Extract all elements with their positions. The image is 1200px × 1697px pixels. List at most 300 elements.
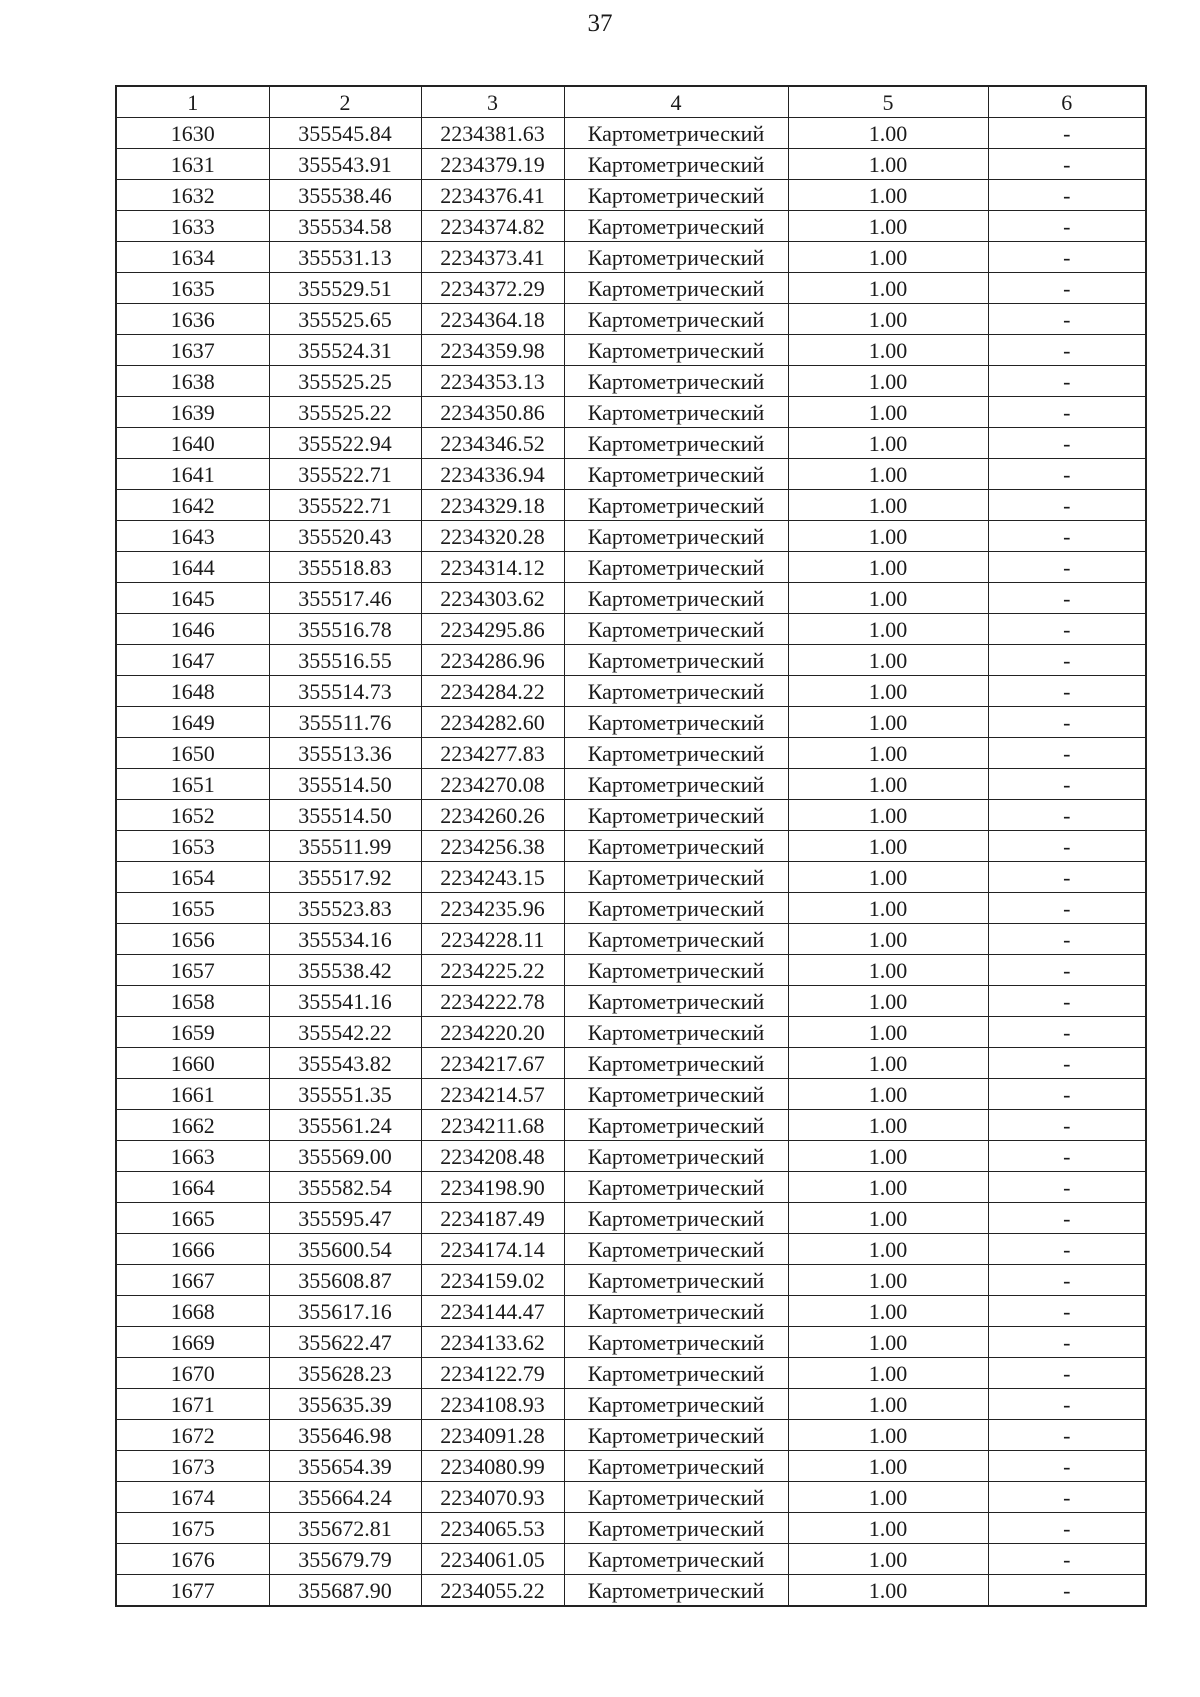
y-coordinate-cell: 2234243.15	[421, 862, 564, 893]
point-number-cell: 1669	[116, 1327, 269, 1358]
method-cell: Картометрический	[564, 428, 788, 459]
note-cell: -	[988, 893, 1146, 924]
point-number-cell: 1642	[116, 490, 269, 521]
method-cell: Картометрический	[564, 676, 788, 707]
table-row	[116, 1296, 1146, 1327]
accuracy-cell: 1.00	[788, 366, 988, 397]
point-number-cell: 1661	[116, 1079, 269, 1110]
note-cell: -	[988, 800, 1146, 831]
point-number-cell: 1641	[116, 459, 269, 490]
x-coordinate-cell: 355529.51	[269, 273, 421, 304]
method-cell: Картометрический	[564, 1110, 788, 1141]
point-number-cell: 1654	[116, 862, 269, 893]
accuracy-cell: 1.00	[788, 1110, 988, 1141]
y-coordinate-cell: 2234314.12	[421, 552, 564, 583]
point-number-cell: 1656	[116, 924, 269, 955]
accuracy-cell: 1.00	[788, 149, 988, 180]
note-cell: -	[988, 1141, 1146, 1172]
method-cell: Картометрический	[564, 335, 788, 366]
y-coordinate-cell: 2234329.18	[421, 490, 564, 521]
y-coordinate-cell: 2234220.20	[421, 1017, 564, 1048]
accuracy-cell: 1.00	[788, 1513, 988, 1544]
method-cell: Картометрический	[564, 1544, 788, 1575]
note-cell: -	[988, 769, 1146, 800]
point-number-cell: 1647	[116, 645, 269, 676]
table-row	[116, 955, 1146, 986]
x-coordinate-cell: 355514.50	[269, 800, 421, 831]
accuracy-cell: 1.00	[788, 800, 988, 831]
accuracy-cell: 1.00	[788, 583, 988, 614]
point-number-cell: 1636	[116, 304, 269, 335]
note-cell: -	[988, 1327, 1146, 1358]
method-cell: Картометрический	[564, 924, 788, 955]
table-row	[116, 986, 1146, 1017]
table-row	[116, 397, 1146, 428]
y-coordinate-cell: 2234376.41	[421, 180, 564, 211]
accuracy-cell: 1.00	[788, 335, 988, 366]
point-number-cell: 1633	[116, 211, 269, 242]
point-number-cell: 1637	[116, 335, 269, 366]
y-coordinate-cell: 2234091.28	[421, 1420, 564, 1451]
x-coordinate-cell: 355545.84	[269, 118, 421, 149]
accuracy-cell: 1.00	[788, 118, 988, 149]
y-coordinate-cell: 2234350.86	[421, 397, 564, 428]
x-coordinate-cell: 355595.47	[269, 1203, 421, 1234]
table-row	[116, 707, 1146, 738]
y-coordinate-cell: 2234222.78	[421, 986, 564, 1017]
x-coordinate-cell: 355514.50	[269, 769, 421, 800]
method-cell: Картометрический	[564, 242, 788, 273]
accuracy-cell: 1.00	[788, 1141, 988, 1172]
y-coordinate-cell: 2234381.63	[421, 118, 564, 149]
table-row	[116, 645, 1146, 676]
accuracy-cell: 1.00	[788, 1482, 988, 1513]
table-row	[116, 552, 1146, 583]
accuracy-cell: 1.00	[788, 1234, 988, 1265]
note-cell: -	[988, 1575, 1146, 1607]
table-row	[116, 1327, 1146, 1358]
note-cell: -	[988, 366, 1146, 397]
note-cell: -	[988, 1482, 1146, 1513]
x-coordinate-cell: 355522.71	[269, 490, 421, 521]
note-cell: -	[988, 397, 1146, 428]
note-cell: -	[988, 1110, 1146, 1141]
note-cell: -	[988, 1358, 1146, 1389]
point-number-cell: 1664	[116, 1172, 269, 1203]
point-number-cell: 1673	[116, 1451, 269, 1482]
method-cell: Картометрический	[564, 1482, 788, 1513]
note-cell: -	[988, 304, 1146, 335]
point-number-cell: 1672	[116, 1420, 269, 1451]
method-cell: Картометрический	[564, 459, 788, 490]
accuracy-cell: 1.00	[788, 1296, 988, 1327]
accuracy-cell: 1.00	[788, 521, 988, 552]
y-coordinate-cell: 2234187.49	[421, 1203, 564, 1234]
table-row	[116, 800, 1146, 831]
table-row	[116, 614, 1146, 645]
method-cell: Картометрический	[564, 1420, 788, 1451]
x-coordinate-cell: 355513.36	[269, 738, 421, 769]
y-coordinate-cell: 2234144.47	[421, 1296, 564, 1327]
note-cell: -	[988, 955, 1146, 986]
point-number-cell: 1639	[116, 397, 269, 428]
note-cell: -	[988, 1079, 1146, 1110]
point-number-cell: 1674	[116, 1482, 269, 1513]
note-cell: -	[988, 1296, 1146, 1327]
note-cell: -	[988, 1017, 1146, 1048]
accuracy-cell: 1.00	[788, 769, 988, 800]
table-row	[116, 490, 1146, 521]
note-cell: -	[988, 1234, 1146, 1265]
x-coordinate-cell: 355569.00	[269, 1141, 421, 1172]
accuracy-cell: 1.00	[788, 428, 988, 459]
method-cell: Картометрический	[564, 1265, 788, 1296]
y-coordinate-cell: 2234270.08	[421, 769, 564, 800]
y-coordinate-cell: 2234133.62	[421, 1327, 564, 1358]
y-coordinate-cell: 2234228.11	[421, 924, 564, 955]
method-cell: Картометрический	[564, 583, 788, 614]
y-coordinate-cell: 2234359.98	[421, 335, 564, 366]
point-number-cell: 1632	[116, 180, 269, 211]
y-coordinate-cell: 2234217.67	[421, 1048, 564, 1079]
method-cell: Картометрический	[564, 366, 788, 397]
accuracy-cell: 1.00	[788, 304, 988, 335]
x-coordinate-cell: 355517.92	[269, 862, 421, 893]
point-number-cell: 1648	[116, 676, 269, 707]
x-coordinate-cell: 355516.78	[269, 614, 421, 645]
table-row	[116, 831, 1146, 862]
accuracy-cell: 1.00	[788, 707, 988, 738]
note-cell: -	[988, 118, 1146, 149]
table-row	[116, 521, 1146, 552]
y-coordinate-cell: 2234373.41	[421, 242, 564, 273]
note-cell: -	[988, 1048, 1146, 1079]
y-coordinate-cell: 2234065.53	[421, 1513, 564, 1544]
method-cell: Картометрический	[564, 1575, 788, 1607]
y-coordinate-cell: 2234174.14	[421, 1234, 564, 1265]
y-coordinate-cell: 2234372.29	[421, 273, 564, 304]
note-cell: -	[988, 1544, 1146, 1575]
accuracy-cell: 1.00	[788, 1544, 988, 1575]
point-number-cell: 1631	[116, 149, 269, 180]
column-header-6: 6	[988, 86, 1146, 118]
x-coordinate-cell: 355534.16	[269, 924, 421, 955]
x-coordinate-cell: 355534.58	[269, 211, 421, 242]
x-coordinate-cell: 355687.90	[269, 1575, 421, 1607]
note-cell: -	[988, 1513, 1146, 1544]
x-coordinate-cell: 355646.98	[269, 1420, 421, 1451]
table-row	[116, 273, 1146, 304]
table-row	[116, 1234, 1146, 1265]
y-coordinate-cell: 2234225.22	[421, 955, 564, 986]
x-coordinate-cell: 355531.13	[269, 242, 421, 273]
x-coordinate-cell: 355617.16	[269, 1296, 421, 1327]
method-cell: Картометрический	[564, 1358, 788, 1389]
table-row	[116, 893, 1146, 924]
note-cell: -	[988, 862, 1146, 893]
y-coordinate-cell: 2234364.18	[421, 304, 564, 335]
note-cell: -	[988, 1265, 1146, 1296]
point-number-cell: 1645	[116, 583, 269, 614]
accuracy-cell: 1.00	[788, 490, 988, 521]
x-coordinate-cell: 355543.91	[269, 149, 421, 180]
y-coordinate-cell: 2234108.93	[421, 1389, 564, 1420]
x-coordinate-cell: 355525.22	[269, 397, 421, 428]
note-cell: -	[988, 924, 1146, 955]
column-header-5: 5	[788, 86, 988, 118]
method-cell: Картометрический	[564, 1234, 788, 1265]
note-cell: -	[988, 1203, 1146, 1234]
note-cell: -	[988, 583, 1146, 614]
point-number-cell: 1638	[116, 366, 269, 397]
method-cell: Картометрический	[564, 1017, 788, 1048]
column-header-3: 3	[421, 86, 564, 118]
point-number-cell: 1676	[116, 1544, 269, 1575]
table-row	[116, 1110, 1146, 1141]
note-cell: -	[988, 676, 1146, 707]
method-cell: Картометрический	[564, 1079, 788, 1110]
method-cell: Картометрический	[564, 893, 788, 924]
x-coordinate-cell: 355538.46	[269, 180, 421, 211]
accuracy-cell: 1.00	[788, 1048, 988, 1079]
table-row	[116, 1482, 1146, 1513]
note-cell: -	[988, 490, 1146, 521]
column-header-4: 4	[564, 86, 788, 118]
accuracy-cell: 1.00	[788, 1017, 988, 1048]
accuracy-cell: 1.00	[788, 676, 988, 707]
note-cell: -	[988, 552, 1146, 583]
note-cell: -	[988, 1172, 1146, 1203]
x-coordinate-cell: 355635.39	[269, 1389, 421, 1420]
note-cell: -	[988, 149, 1146, 180]
accuracy-cell: 1.00	[788, 211, 988, 242]
table-row	[116, 1172, 1146, 1203]
table-header	[116, 86, 1146, 118]
point-number-cell: 1675	[116, 1513, 269, 1544]
method-cell: Картометрический	[564, 614, 788, 645]
method-cell: Картометрический	[564, 645, 788, 676]
x-coordinate-cell: 355561.24	[269, 1110, 421, 1141]
method-cell: Картометрический	[564, 1513, 788, 1544]
point-number-cell: 1657	[116, 955, 269, 986]
table-row	[116, 1575, 1146, 1607]
x-coordinate-cell: 355524.31	[269, 335, 421, 366]
method-cell: Картометрический	[564, 862, 788, 893]
table-row	[116, 242, 1146, 273]
table-row	[116, 1544, 1146, 1575]
point-number-cell: 1668	[116, 1296, 269, 1327]
accuracy-cell: 1.00	[788, 831, 988, 862]
y-coordinate-cell: 2234320.28	[421, 521, 564, 552]
table-row	[116, 304, 1146, 335]
accuracy-cell: 1.00	[788, 1420, 988, 1451]
x-coordinate-cell: 355582.54	[269, 1172, 421, 1203]
method-cell: Картометрический	[564, 800, 788, 831]
table-row	[116, 1389, 1146, 1420]
note-cell: -	[988, 1420, 1146, 1451]
y-coordinate-cell: 2234070.93	[421, 1482, 564, 1513]
point-number-cell: 1655	[116, 893, 269, 924]
point-number-cell: 1643	[116, 521, 269, 552]
accuracy-cell: 1.00	[788, 1389, 988, 1420]
accuracy-cell: 1.00	[788, 738, 988, 769]
point-number-cell: 1663	[116, 1141, 269, 1172]
table-row	[116, 1079, 1146, 1110]
table-row	[116, 1141, 1146, 1172]
method-cell: Картометрический	[564, 1389, 788, 1420]
y-coordinate-cell: 2234260.26	[421, 800, 564, 831]
method-cell: Картометрический	[564, 273, 788, 304]
x-coordinate-cell: 355654.39	[269, 1451, 421, 1482]
y-coordinate-cell: 2234256.38	[421, 831, 564, 862]
note-cell: -	[988, 273, 1146, 304]
point-number-cell: 1653	[116, 831, 269, 862]
x-coordinate-cell: 355514.73	[269, 676, 421, 707]
y-coordinate-cell: 2234214.57	[421, 1079, 564, 1110]
note-cell: -	[988, 707, 1146, 738]
x-coordinate-cell: 355628.23	[269, 1358, 421, 1389]
accuracy-cell: 1.00	[788, 459, 988, 490]
table-row	[116, 738, 1146, 769]
table-row	[116, 1513, 1146, 1544]
y-coordinate-cell: 2234159.02	[421, 1265, 564, 1296]
note-cell: -	[988, 1451, 1146, 1482]
accuracy-cell: 1.00	[788, 1203, 988, 1234]
y-coordinate-cell: 2234374.82	[421, 211, 564, 242]
table-row	[116, 211, 1146, 242]
accuracy-cell: 1.00	[788, 397, 988, 428]
point-number-cell: 1666	[116, 1234, 269, 1265]
note-cell: -	[988, 1389, 1146, 1420]
point-number-cell: 1649	[116, 707, 269, 738]
point-number-cell: 1677	[116, 1575, 269, 1607]
table-row	[116, 1420, 1146, 1451]
point-number-cell: 1646	[116, 614, 269, 645]
table-row	[116, 924, 1146, 955]
table-row	[116, 583, 1146, 614]
method-cell: Картометрический	[564, 1327, 788, 1358]
y-coordinate-cell: 2234055.22	[421, 1575, 564, 1607]
point-number-cell: 1635	[116, 273, 269, 304]
method-cell: Картометрический	[564, 986, 788, 1017]
note-cell: -	[988, 428, 1146, 459]
accuracy-cell: 1.00	[788, 924, 988, 955]
table-row	[116, 366, 1146, 397]
accuracy-cell: 1.00	[788, 1358, 988, 1389]
y-coordinate-cell: 2234122.79	[421, 1358, 564, 1389]
x-coordinate-cell: 355516.55	[269, 645, 421, 676]
accuracy-cell: 1.00	[788, 273, 988, 304]
x-coordinate-cell: 355543.82	[269, 1048, 421, 1079]
point-number-cell: 1634	[116, 242, 269, 273]
note-cell: -	[988, 335, 1146, 366]
y-coordinate-cell: 2234282.60	[421, 707, 564, 738]
x-coordinate-cell: 355622.47	[269, 1327, 421, 1358]
y-coordinate-cell: 2234286.96	[421, 645, 564, 676]
table-row	[116, 676, 1146, 707]
x-coordinate-cell: 355522.71	[269, 459, 421, 490]
accuracy-cell: 1.00	[788, 242, 988, 273]
column-header-2: 2	[269, 86, 421, 118]
column-header-1: 1	[116, 86, 269, 118]
point-number-cell: 1660	[116, 1048, 269, 1079]
note-cell: -	[988, 180, 1146, 211]
x-coordinate-cell: 355517.46	[269, 583, 421, 614]
method-cell: Картометрический	[564, 397, 788, 428]
point-number-cell: 1658	[116, 986, 269, 1017]
point-number-cell: 1662	[116, 1110, 269, 1141]
method-cell: Картометрический	[564, 552, 788, 583]
note-cell: -	[988, 986, 1146, 1017]
table-row	[116, 1048, 1146, 1079]
x-coordinate-cell: 355600.54	[269, 1234, 421, 1265]
y-coordinate-cell: 2234235.96	[421, 893, 564, 924]
note-cell: -	[988, 614, 1146, 645]
table-row	[116, 428, 1146, 459]
point-number-cell: 1651	[116, 769, 269, 800]
method-cell: Картометрический	[564, 1296, 788, 1327]
y-coordinate-cell: 2234284.22	[421, 676, 564, 707]
method-cell: Картометрический	[564, 1048, 788, 1079]
accuracy-cell: 1.00	[788, 1172, 988, 1203]
y-coordinate-cell: 2234061.05	[421, 1544, 564, 1575]
method-cell: Картометрический	[564, 521, 788, 552]
note-cell: -	[988, 242, 1146, 273]
method-cell: Картометрический	[564, 490, 788, 521]
table-body	[116, 118, 1146, 1607]
x-coordinate-cell: 355541.16	[269, 986, 421, 1017]
x-coordinate-cell: 355518.83	[269, 552, 421, 583]
method-cell: Картометрический	[564, 1172, 788, 1203]
table-row	[116, 149, 1146, 180]
method-cell: Картометрический	[564, 211, 788, 242]
note-cell: -	[988, 831, 1146, 862]
y-coordinate-cell: 2234208.48	[421, 1141, 564, 1172]
note-cell: -	[988, 738, 1146, 769]
note-cell: -	[988, 521, 1146, 552]
note-cell: -	[988, 645, 1146, 676]
point-number-cell: 1665	[116, 1203, 269, 1234]
x-coordinate-cell: 355522.94	[269, 428, 421, 459]
y-coordinate-cell: 2234353.13	[421, 366, 564, 397]
method-cell: Картометрический	[564, 955, 788, 986]
y-coordinate-cell: 2234198.90	[421, 1172, 564, 1203]
table-row	[116, 1017, 1146, 1048]
table-row	[116, 335, 1146, 366]
y-coordinate-cell: 2234336.94	[421, 459, 564, 490]
y-coordinate-cell: 2234211.68	[421, 1110, 564, 1141]
accuracy-cell: 1.00	[788, 614, 988, 645]
method-cell: Картометрический	[564, 769, 788, 800]
x-coordinate-cell: 355679.79	[269, 1544, 421, 1575]
method-cell: Картометрический	[564, 707, 788, 738]
y-coordinate-cell: 2234277.83	[421, 738, 564, 769]
point-number-cell: 1670	[116, 1358, 269, 1389]
method-cell: Картометрический	[564, 180, 788, 211]
point-number-cell: 1640	[116, 428, 269, 459]
x-coordinate-cell: 355520.43	[269, 521, 421, 552]
note-cell: -	[988, 211, 1146, 242]
coordinates-table	[115, 85, 1147, 1607]
x-coordinate-cell: 355525.25	[269, 366, 421, 397]
method-cell: Картометрический	[564, 118, 788, 149]
method-cell: Картометрический	[564, 1451, 788, 1482]
point-number-cell: 1650	[116, 738, 269, 769]
accuracy-cell: 1.00	[788, 645, 988, 676]
accuracy-cell: 1.00	[788, 1327, 988, 1358]
accuracy-cell: 1.00	[788, 955, 988, 986]
table-row	[116, 180, 1146, 211]
